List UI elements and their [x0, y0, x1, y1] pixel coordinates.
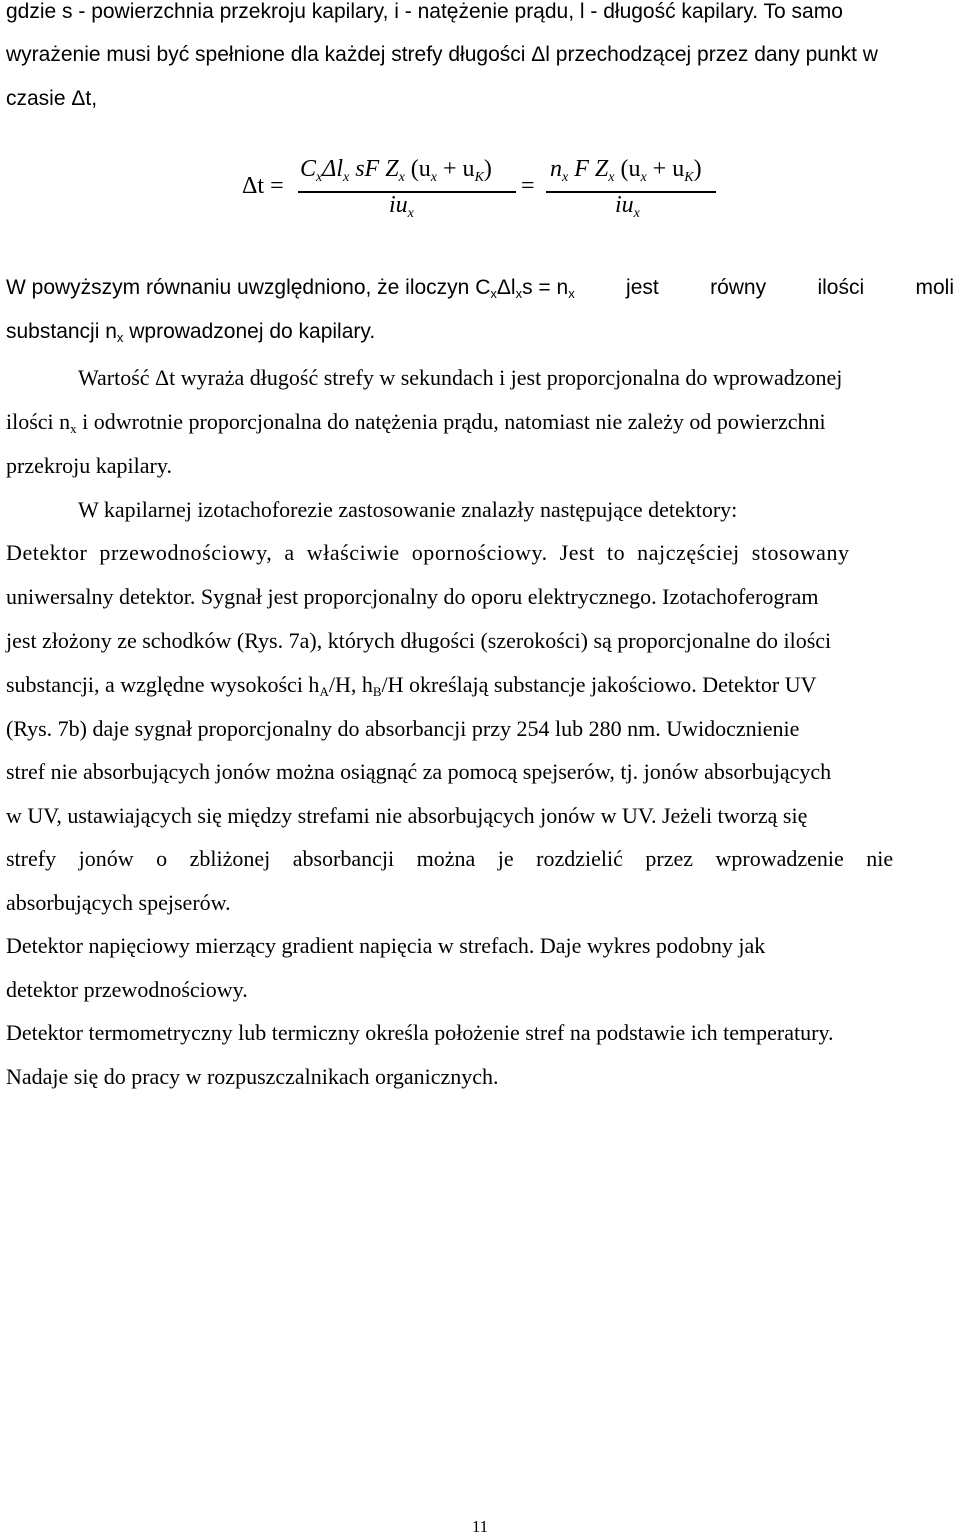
- p1-word-ilosci: ilości: [817, 276, 865, 299]
- p1-line-2: substancji $n_x$ wprowadzonej do kapilary.: [6, 320, 376, 345]
- p4-line-1: Detektor napięciowy mierzący gradient napięcia w strefach. Daje wykres podobny jak: [6, 933, 766, 958]
- intro-line-2: wyrażenie musi być spełnione dla każdej strefy długości Δl przechodzącej przez dany punkt w: [6, 43, 878, 66]
- p3-line-3: uniwersalny detektor. Sygnał jest proporcjonalny do oporu elektrycznego. Izotachoferogram: [6, 584, 819, 609]
- p3-line-9: strefy jonów o zbliżonej absorbancji można je rozdzielić przez wprowadzenie nie: [6, 846, 894, 871]
- p3-line-5: substancji, a względne wysokości $h_A/H$, $h_B/H$ określają substancje jakościowo. Detektor UV: [6, 672, 817, 699]
- equation-lhs: Δt =: [242, 173, 284, 199]
- p1-word-jest: jest: [626, 276, 659, 299]
- p3-line-10: absorbujących spejserów.: [6, 890, 231, 915]
- page-number: 11: [471, 1517, 489, 1536]
- p3-line-4: jest złożony ze schodków (Rys. 7a), których długości (szerokości) są proporcjonalne do ilości: [6, 628, 832, 653]
- p5-line-1: Detektor termometryczny lub termiczny określa położenie stref na podstawie ich temperatury.: [6, 1020, 834, 1045]
- p3-line-2: Detektor przewodnościowy, a właściwie opornościowy. Jest to najczęściej stosowany: [6, 540, 850, 565]
- fraction-2-denominator: $iu_x$: [615, 192, 640, 221]
- p4-line-2: detektor przewodnościowy.: [6, 977, 248, 1002]
- p3-line-1: W kapilarnej izotachoforezie zastosowanie znalazły następujące detektory:: [78, 497, 738, 522]
- p5-line-2: Nadaje się do pracy w rozpuszczalnikach organicznych.: [6, 1064, 499, 1089]
- fraction-1-numerator: $C_x\Delta l_x$ sF $Z_x$ $(u_x + u_K)$: [300, 156, 492, 185]
- p2-line-2: ilości $n_x$ i odwrotnie proporcjonalna do natężenia prądu, natomiast nie zależy od powierzchni: [6, 409, 826, 436]
- intro-line-1: gdzie s - powierzchnia przekroju kapilary, i - natężenie prądu, l - długość kapilary. To samo: [6, 0, 843, 23]
- p2-line-3: przekroju kapilary.: [6, 453, 172, 478]
- p3-line-7: stref nie absorbujących jonów można osiągnąć za pomocą spejserów, tj. jonów absorbujących: [6, 759, 832, 784]
- p1-line-1: [6, 276, 954, 300]
- p1-word-moli: moli: [915, 276, 954, 299]
- p3-line-6: (Rys. 7b) daje sygnał proporcjonalny do absorbancji przy 254 lub 280 nm. Uwidocznienie: [6, 716, 800, 741]
- equation-equals: =: [521, 173, 535, 199]
- fraction-2-numerator: $n_x$ F $Z_x$ $(u_x + u_K)$: [550, 156, 702, 185]
- p1-word-rowny: równy: [710, 276, 767, 299]
- fraction-1-denominator: $iu_x$: [389, 192, 414, 221]
- delta-t-equation: [238, 150, 758, 240]
- p3-line-8: w UV, ustawiających się między strefami nie absorbujących jonów w UV. Jeżeli tworzą się: [6, 803, 808, 828]
- p2-line-1: Wartość Δt wyraża długość strefy w sekundach i jest proporcjonalna do wprowadzonej: [78, 365, 843, 390]
- p1-line-1-start: W powyższym równaniu uwzględniono, że iloczyn $C_x\Delta l_xs = n_x$: [6, 276, 575, 301]
- intro-line-3: czasie Δt,: [6, 87, 98, 110]
